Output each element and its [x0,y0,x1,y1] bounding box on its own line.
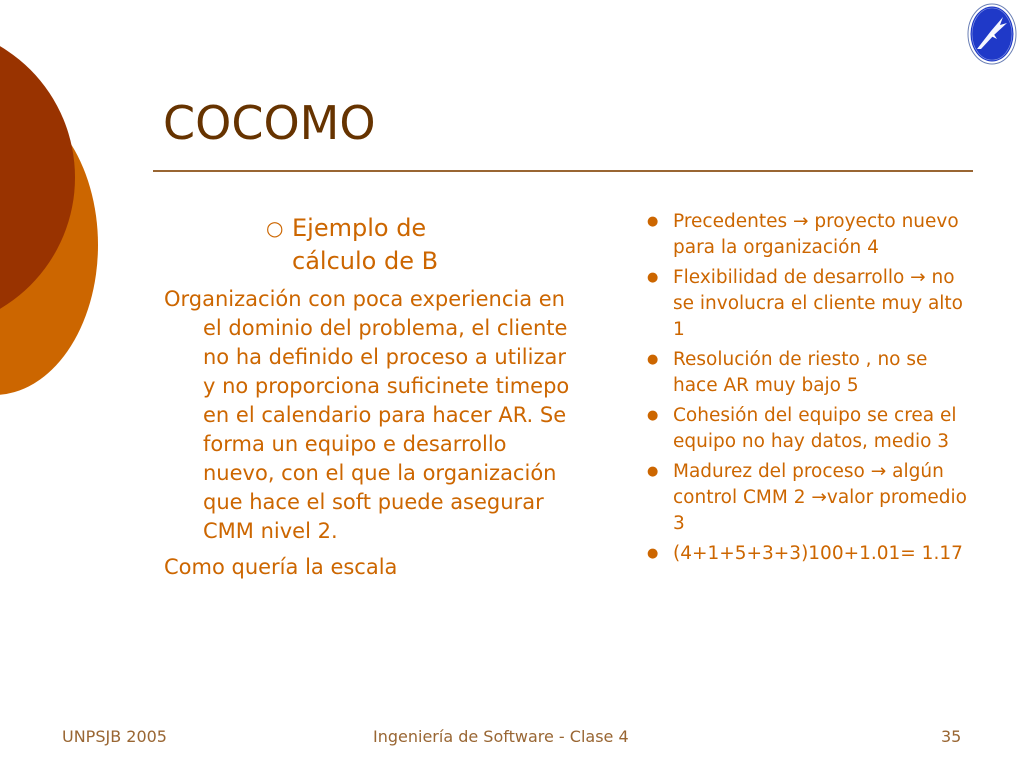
bullet-dot-icon: ● [647,546,659,561]
slide-title: COCOMO [163,96,376,150]
footer-organization: UNPSJB 2005 [62,727,167,746]
list-item-text: Flexibilidad de desarrollo → no se involucra el cliente muy alto 1 [673,267,963,340]
slide-number: 35 [941,727,962,746]
university-seal-icon [967,3,1017,65]
list-item-text: Cohesión del equipo se crea el equipo no hay datos, medio 3 [673,405,957,452]
list-item [645,347,975,399]
list-item [645,541,975,567]
list-item-text: Precedentes → proyecto nuevo para la organización 4 [673,211,959,258]
left-column [164,212,584,582]
list-item [645,459,975,537]
bullet-dot-icon: ● [647,352,659,367]
footer-course: Ingeniería de Software - Clase 4 [373,727,629,746]
title-divider [153,170,973,172]
list-item [645,403,975,455]
scale-paragraph: Como quería la escala [164,555,398,579]
bullet-dot-icon: ● [647,214,659,229]
subheading-text: Ejemplo de cálculo de B [292,214,439,275]
hollow-circle-bullet-icon: ○ [266,216,284,240]
list-item [645,265,975,343]
list-item-text: Resolución de riesto , no se hace AR muy bajo 5 [673,349,928,396]
bullet-dot-icon: ● [647,464,659,479]
example-paragraph: Organización con poca experiencia en el dominio del problema, el cliente no ha definido el proceso a utilizar y no proporciona suficinete timepo en el calendario para hacer AR. Se forma un equipo e desarrollo nuevo, con el que la organización que hace el soft puede asegurar CMM nivel 2. [164,287,570,543]
list-item-text: Madurez del proceso → algún control CMM 2 →valor promedio 3 [673,461,967,534]
list-item-text: (4+1+5+3+3)100+1.01= 1.17 [673,543,963,564]
bullet-dot-icon: ● [647,270,659,285]
subheading [266,212,512,278]
bullet-dot-icon: ● [647,408,659,423]
right-column [645,209,975,571]
factor-list [645,209,975,567]
list-item [645,209,975,261]
